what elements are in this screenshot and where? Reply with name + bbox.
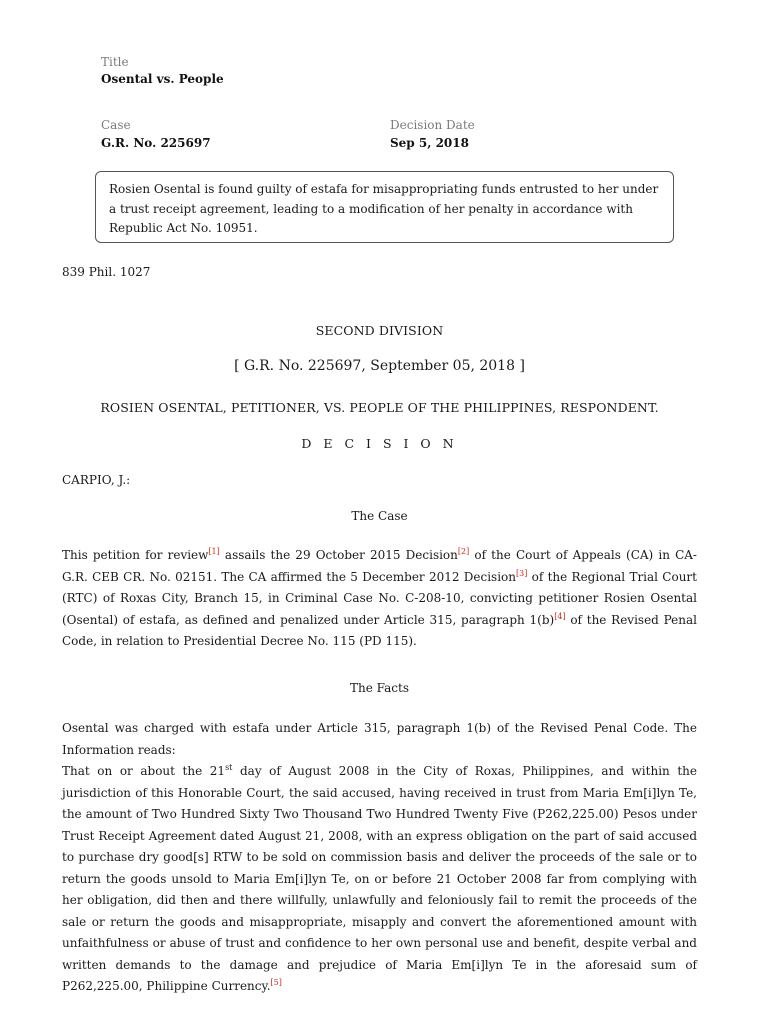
parties-heading: ROSIEN OSENTAL, PETITIONER, VS. PEOPLE OF THE PHILIPPINES, RESPONDENT.: [100, 400, 659, 415]
paragraph-information: That on or about the 21st day of August 2008 in the City of Roxas, Philippines, and within the jurisdiction of this Honorable Court, the said accused, having received in trust from Maria Em[i]lyn Te, the amount of Two Hundred Sixty Two Thousand Two Hundred Twenty Five (P262,225.00) Pesos under Trust Receipt Agreement dated August 21, 2008, with an express obligation on the part of said accused to purchase dry good[s] RTW to be sold on commission basis and deliver the proceeds of the sale or to return the goods unsold to Maria Em[i]lyn Te, on or before 21 October 2008 far from complying with her obligation, did then and there willfully, unlawfully and feloniously fail to remit the proceeds of the sale or return the goods and misappropriate, misapply and convert the aforementioned amount with unfaithfulness or abuse of trust and confidence to her own personal use and benefit, despite verbal and written demands to the damage and prejudice of Maria Em[i]lyn Te in the aforesaid sum of P262,225.00, Philippine Currency.[5]: [62, 763, 697, 993]
footnote-link-3[interactable]: [3]: [516, 568, 528, 578]
division-heading: SECOND DIVISION: [315, 323, 444, 338]
footnote-link-2[interactable]: [2]: [457, 547, 470, 556]
gr-number-heading: [ G.R. No. 225697, September 05, 2018 ]: [234, 358, 525, 374]
decision-date-value: Sep 5, 2018: [390, 136, 469, 150]
facts-section-heading: The Facts: [349, 681, 409, 695]
case-value: G.R. No. 225697: [101, 136, 211, 150]
case-section-heading: The Case: [351, 509, 408, 523]
footnote-link-1[interactable]: [1]: [208, 547, 220, 556]
footnote-link-5[interactable]: [5]: [270, 978, 282, 987]
footnote-link-4[interactable]: [4]: [554, 611, 566, 621]
decision-date-label: Decision Date: [390, 118, 475, 132]
ponente: CARPIO, J.:: [62, 473, 131, 487]
decision-heading: D E C I S I O N: [301, 436, 458, 451]
paragraph-facts-intro: Osental was charged with estafa under Article 315, paragraph 1(b) of the Revised Penal Code. The Information reads:: [62, 721, 697, 757]
summary-box: Rosien Osental is found guilty of estafa for misappropriating funds entrusted to her under a trust receipt agreement, leading to a modification of her penalty in accordance with Republic Act No. 10951.: [95, 171, 674, 243]
title-label: Title: [101, 55, 129, 69]
title-value: Osental vs. People: [101, 72, 224, 86]
case-label: Case: [101, 118, 131, 132]
paragraph-case: This petition for review[1] assails the 29 October 2015 Decision[2] of the Court of Appeals (CA) in CA-G.R. CEB CR. No. 02151. The CA affirmed the 5 December 2012 Decision[3] of the Regional Trial Court (RTC) of Roxas City, Branch 15, in Criminal Case No. C-208-10, convicting petitioner Rosien Osental (Osental) of estafa, as defined and penalized under Article 315, paragraph 1(b)[4] of the Revised Penal Code, in relation to Presidential Decree No. 115 (PD 115).: [62, 547, 697, 648]
citation: 839 Phil. 1027: [62, 265, 151, 279]
